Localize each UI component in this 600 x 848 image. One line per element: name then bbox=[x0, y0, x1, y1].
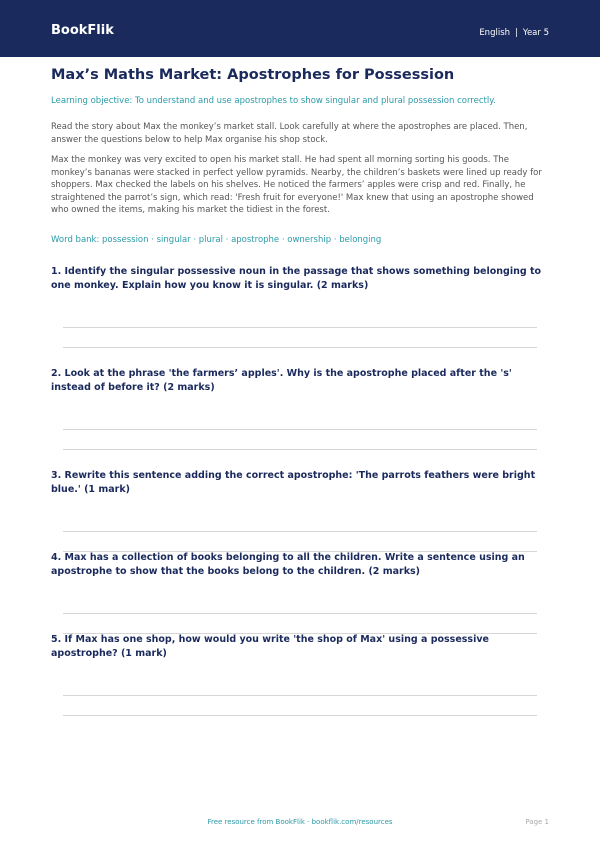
subject-label: English bbox=[479, 28, 511, 38]
answer-line[interactable] bbox=[63, 695, 537, 696]
question-5: 5. If Max has one shop, how would you write 'the shop of Max' using a possessive apostrophe? (1 mark) bbox=[51, 634, 489, 659]
answer-line[interactable] bbox=[63, 429, 537, 430]
answer-line[interactable] bbox=[63, 347, 537, 348]
learning-objective: Learning objective: To understand and use apostrophes to show singular and plural possession correctly. bbox=[51, 96, 496, 106]
question-2: 2. Look at the phrase 'the farmers’ apples'. Why is the apostrophe placed after the 's' instead of before it? (2 marks) bbox=[51, 368, 512, 393]
answer-line[interactable] bbox=[63, 613, 537, 614]
answer-line[interactable] bbox=[63, 327, 537, 328]
question-4: 4. Max has a collection of books belonging to all the children. Write a sentence using an apostrophe to show that the books belong to the children. (2 marks) bbox=[51, 552, 525, 577]
page-title: Max’s Maths Market: Apostrophes for Possession bbox=[51, 67, 455, 83]
question-1: 1. Identify the singular possessive noun in the passage that shows something belonging to one monkey. Explain how you know it is singular. (2 marks) bbox=[51, 266, 542, 291]
year-label: Year 5 bbox=[522, 28, 549, 38]
header-separator: | bbox=[515, 28, 518, 38]
header-bar bbox=[0, 0, 600, 57]
word-bank: Word bank: possession · singular · plural · apostrophe · ownership · belonging bbox=[51, 235, 382, 245]
answer-line[interactable] bbox=[63, 715, 537, 716]
story-paragraph: Max the monkey was very excited to open his market stall. He had spent all morning sorting his goods. The monkey’s bananas were stacked in perfect yellow pyramids. Nearby, the children’s baskets were lined up ready for shoppers. Max checked the labels on his shelves. He noticed the farmers’ apples were crisp and red. Finally, he straightened the parrot’s sign, which read: 'Fresh fruit for everyone!' Max knew that using an apostrophe showed who owned the items, making his market the tidiest in the forest. bbox=[51, 155, 542, 215]
answer-line[interactable] bbox=[63, 449, 537, 450]
header-meta bbox=[479, 28, 549, 39]
brand-logo[interactable]: BookFlik bbox=[51, 23, 114, 38]
page-number: Page 1 bbox=[525, 818, 549, 826]
answer-line[interactable] bbox=[63, 531, 537, 532]
intro-paragraph: Read the story about Max the monkey’s market stall. Look carefully at where the apostrophes are placed. Then, answer the questions below to help Max organise his shop stock. bbox=[51, 122, 528, 145]
footer-resource-link[interactable]: Free resource from BookFlik · bookflik.com/resources bbox=[207, 818, 393, 826]
question-3: 3. Rewrite this sentence adding the correct apostrophe: 'The parrots feathers were bright blue.' (1 mark) bbox=[51, 470, 536, 495]
